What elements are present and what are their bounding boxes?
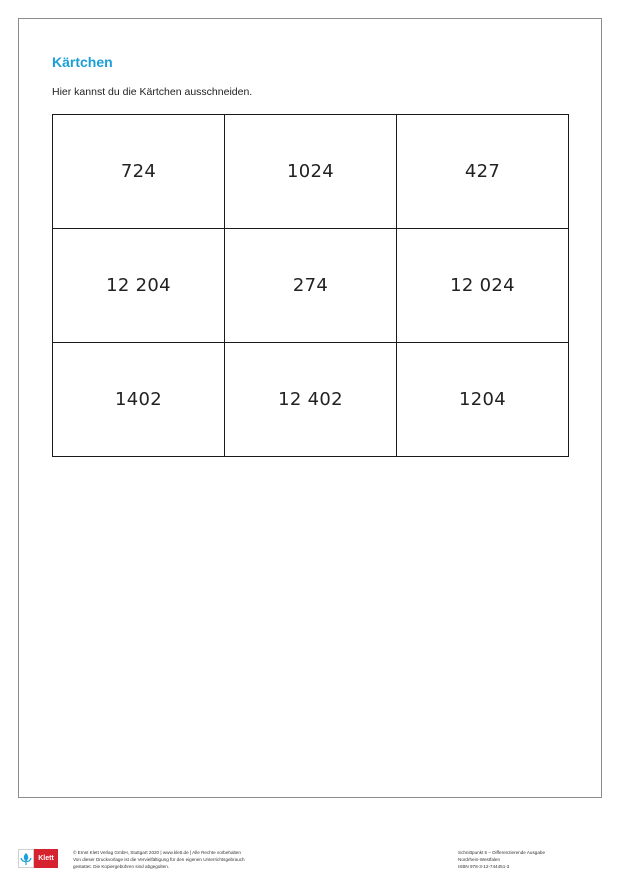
copyright-line: © Ernst Klett Verlag GmbH, Stuttgart 2020 | www.klett.de | Alle Rechte vorbehalten bbox=[73, 850, 241, 855]
number-card: 1402 bbox=[53, 343, 225, 457]
copyright-line: gestattet. Die Kopiergebühren sind abgegolten. bbox=[73, 864, 170, 869]
number-card: 12 204 bbox=[53, 229, 225, 343]
number-card: 427 bbox=[397, 115, 569, 229]
number-card: 1024 bbox=[225, 115, 397, 229]
number-card: 12 024 bbox=[397, 229, 569, 343]
instruction-text: Hier kannst du die Kärtchen ausschneiden. bbox=[52, 86, 253, 98]
footer bbox=[0, 840, 623, 885]
card-grid bbox=[52, 114, 569, 457]
number-card: 274 bbox=[225, 229, 397, 343]
logo-text: Klett bbox=[34, 849, 58, 868]
number-card: 724 bbox=[53, 115, 225, 229]
copyright-line: Von dieser Druckvorlage ist die Vervielfältigung für den eigenen Unterrichtsgebrauch bbox=[73, 857, 245, 862]
page-title: Kärtchen bbox=[52, 54, 113, 70]
book-region: Nordrhein-Westfalen bbox=[458, 857, 501, 862]
klett-logo bbox=[18, 849, 58, 868]
number-card: 1204 bbox=[397, 343, 569, 457]
copyright-notice bbox=[73, 849, 333, 870]
number-card: 12 402 bbox=[225, 343, 397, 457]
klett-flower-icon bbox=[18, 849, 34, 868]
book-title: Schnittpunkt 5 – Differenzierende Ausgabe bbox=[458, 850, 546, 855]
book-info bbox=[458, 849, 608, 870]
book-isbn: ISBN 978-3-12-744451-3 bbox=[458, 864, 510, 869]
